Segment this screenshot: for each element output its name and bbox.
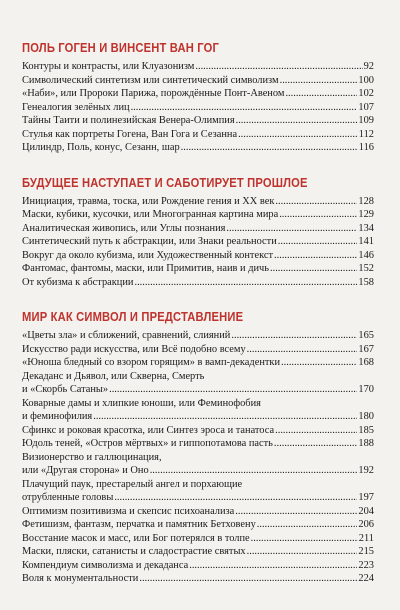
section-title: МИР КАК СИМВОЛ И ПРЕДСТАВЛЕНИЕ <box>22 309 244 324</box>
entry-title: От кубизма к абстракции <box>22 276 134 288</box>
entry-title: и «Скорбь Сатаны» <box>22 384 109 395</box>
toc-entry[interactable] <box>22 464 374 478</box>
entry-page: 100 <box>358 74 374 86</box>
entry-title: «Наби», или Пророки Парижа, порождённые Понт-Авеном <box>22 88 285 99</box>
entry-page: 185 <box>358 424 374 436</box>
section-world-as-symbol <box>22 309 374 586</box>
dot-leader <box>270 262 357 276</box>
entry-title: «Цветы зла» и сближений, сравнений, слияний <box>22 330 231 341</box>
toc-entry[interactable] <box>22 572 374 586</box>
dot-leader <box>285 87 357 101</box>
entry-page: 204 <box>358 505 374 517</box>
entry-page: 168 <box>358 357 374 368</box>
dot-leader <box>236 114 358 128</box>
dot-leader <box>280 74 358 88</box>
entry-title: Компендиум символизма и декаданса <box>22 559 189 571</box>
toc-entry[interactable] <box>22 276 374 290</box>
entry-page: 141 <box>358 236 374 247</box>
entry-page: 158 <box>358 276 374 288</box>
entry-title-line1: Декаданс и Дьявол, или Скверна, Смерть <box>22 370 205 382</box>
toc-entry[interactable] <box>22 356 374 370</box>
toc-entry[interactable] <box>22 101 374 115</box>
entry-page: 128 <box>358 195 374 207</box>
entry-page: 180 <box>358 411 374 422</box>
dot-leader <box>114 491 357 505</box>
entry-title: Стулья как портреты Гогена, Ван Гога и Сезанна <box>22 128 238 140</box>
toc-entry[interactable] <box>22 141 374 155</box>
dot-leader <box>238 128 358 142</box>
entry-title: Символический синтетизм или синтетический символизм <box>22 74 279 86</box>
entry-page: 102 <box>358 88 374 99</box>
toc-entry[interactable] <box>22 222 374 236</box>
dot-leader <box>278 235 358 249</box>
dot-leader <box>150 464 358 478</box>
entry-page: 224 <box>358 573 374 584</box>
toc-entry[interactable] <box>22 249 374 263</box>
dot-leader <box>134 276 357 290</box>
entry-page: 206 <box>358 519 374 530</box>
toc-entry[interactable] <box>22 437 374 451</box>
entry-title: Искусство ради искусства, или Всё подобно всему <box>22 343 246 355</box>
section-future-sabotages-past <box>22 175 374 290</box>
dot-leader <box>231 329 357 343</box>
entry-title: Инициация, травма, тоска, или Рождение гения и ХХ век <box>22 195 275 207</box>
entry-page: 215 <box>358 546 374 557</box>
toc-entry[interactable] <box>22 128 374 142</box>
toc-entry[interactable] <box>22 491 374 505</box>
dot-leader <box>257 518 358 532</box>
entry-page: 107 <box>358 101 374 113</box>
toc-entry[interactable] <box>22 424 374 438</box>
toc-entry[interactable] <box>22 410 374 424</box>
entry-title: Воля к монументальности <box>22 573 139 584</box>
dot-leader <box>109 383 357 397</box>
toc-entry[interactable] <box>22 532 374 546</box>
toc-entry[interactable] <box>22 343 374 357</box>
toc-entry[interactable] <box>22 329 374 343</box>
entry-title: «Юноша бледный со взором горящим» в вамп-декадентки <box>22 357 281 368</box>
entry-title: Генеалогия зелёных лиц <box>22 101 130 113</box>
entry-title: Юдоль теней, «Остров мёртвых» и гиппопотамова пасть <box>22 438 273 449</box>
entry-title-line1: Коварные дамы и хлипкие юноши, или Феминофобия <box>22 397 261 409</box>
dot-leader <box>275 424 357 438</box>
dot-leader <box>139 572 357 586</box>
entry-page: 112 <box>358 128 374 140</box>
toc-entry[interactable] <box>22 60 374 74</box>
dot-leader <box>235 505 357 519</box>
toc-entry[interactable] <box>22 383 374 397</box>
entry-title: Фантомас, фантомы, маски, или Примитив, наив и дичь <box>22 263 270 274</box>
dot-leader <box>281 356 357 370</box>
dot-leader <box>93 410 357 424</box>
entry-title: и феминофилия <box>22 411 93 422</box>
toc-entry[interactable] <box>22 559 374 573</box>
entry-title: Маски, кубики, кусочки, или Многогранная картина мира <box>22 209 279 220</box>
entry-page: 167 <box>358 343 374 355</box>
entry-page: 134 <box>358 222 374 234</box>
dot-leader <box>247 343 358 357</box>
toc-entry[interactable] <box>22 87 374 101</box>
entry-title: Цилиндр, Поль, конус, Сезанн, шар <box>22 142 180 153</box>
entry-title: Оптимизм позитивизма и скепсис психоанализа <box>22 505 235 517</box>
toc-entry[interactable] <box>22 262 374 276</box>
toc-entry[interactable] <box>22 518 374 532</box>
toc-entry[interactable] <box>22 545 374 559</box>
dot-leader <box>275 195 357 209</box>
entry-title: Тайны Таити и полинезийская Венера-Олимпия <box>22 115 235 126</box>
entry-page: 116 <box>358 142 374 153</box>
dot-leader <box>131 101 358 115</box>
section-gauguin-van-gogh <box>22 40 374 155</box>
table-of-contents <box>22 40 374 606</box>
dot-leader <box>181 141 358 155</box>
toc-entry[interactable] <box>22 235 374 249</box>
entry-page: 192 <box>358 465 374 476</box>
toc-entry[interactable] <box>22 114 374 128</box>
entry-page: 223 <box>358 559 374 571</box>
entry-title: отрубленные головы <box>22 492 114 503</box>
entry-title: Восстание масок и масс, или Бог потерялся в толпе <box>22 532 250 544</box>
dot-leader <box>279 208 357 222</box>
entry-title: Сфинкс и роковая красотка, или Синтез эроса и танатоса <box>22 424 275 436</box>
entry-title: Синтетический путь к абстракции, или Знаки реальности <box>22 236 277 247</box>
entry-title: Аналитическая живопись, или Углы познания <box>22 222 226 234</box>
entry-title: Вокруг да около кубизма, или Художественный контекст <box>22 249 274 261</box>
entry-page: 146 <box>358 249 374 261</box>
toc-entry[interactable] <box>22 505 374 519</box>
entry-title: или «Другая сторона» и Оно <box>22 465 149 476</box>
toc-entry[interactable] <box>22 74 374 88</box>
entry-page: 129 <box>358 209 374 220</box>
dot-leader <box>274 249 357 263</box>
entry-page: 211 <box>358 532 374 544</box>
entry-page: 197 <box>358 492 374 503</box>
entry-title-line1: Плачущий паук, престарелый ангел и порхающие <box>22 478 243 490</box>
dot-leader <box>274 437 357 451</box>
dot-leader <box>247 545 358 559</box>
entry-title-line1: Визионерство и галлюцинация, <box>22 451 162 463</box>
entry-page: 152 <box>358 263 374 274</box>
toc-entry[interactable] <box>22 208 374 222</box>
dot-leader <box>195 60 362 74</box>
section-title: ПОЛЬ ГОГЕН И ВИНСЕНТ ВАН ГОГ <box>22 40 219 55</box>
entry-page: 188 <box>358 438 374 449</box>
entry-title: Контуры и контрасты, или Клуазонизм <box>22 61 195 72</box>
entry-page: 170 <box>358 384 374 395</box>
dot-leader <box>189 559 357 573</box>
dot-leader <box>251 532 358 546</box>
entry-title: Маски, пляски, сатанисты и сладострастие святых <box>22 546 246 557</box>
entry-page: 92 <box>363 61 374 72</box>
entry-page: 109 <box>358 115 374 126</box>
entry-title: Фетишизм, фантазм, перчатка и памятник Бетховену <box>22 519 256 530</box>
section-title: БУДУЩЕЕ НАСТУПАЕТ И САБОТИРУЕТ ПРОШЛОЕ <box>22 174 308 190</box>
entry-page: 165 <box>358 330 374 341</box>
dot-leader <box>226 222 357 236</box>
toc-entry[interactable] <box>22 195 374 209</box>
